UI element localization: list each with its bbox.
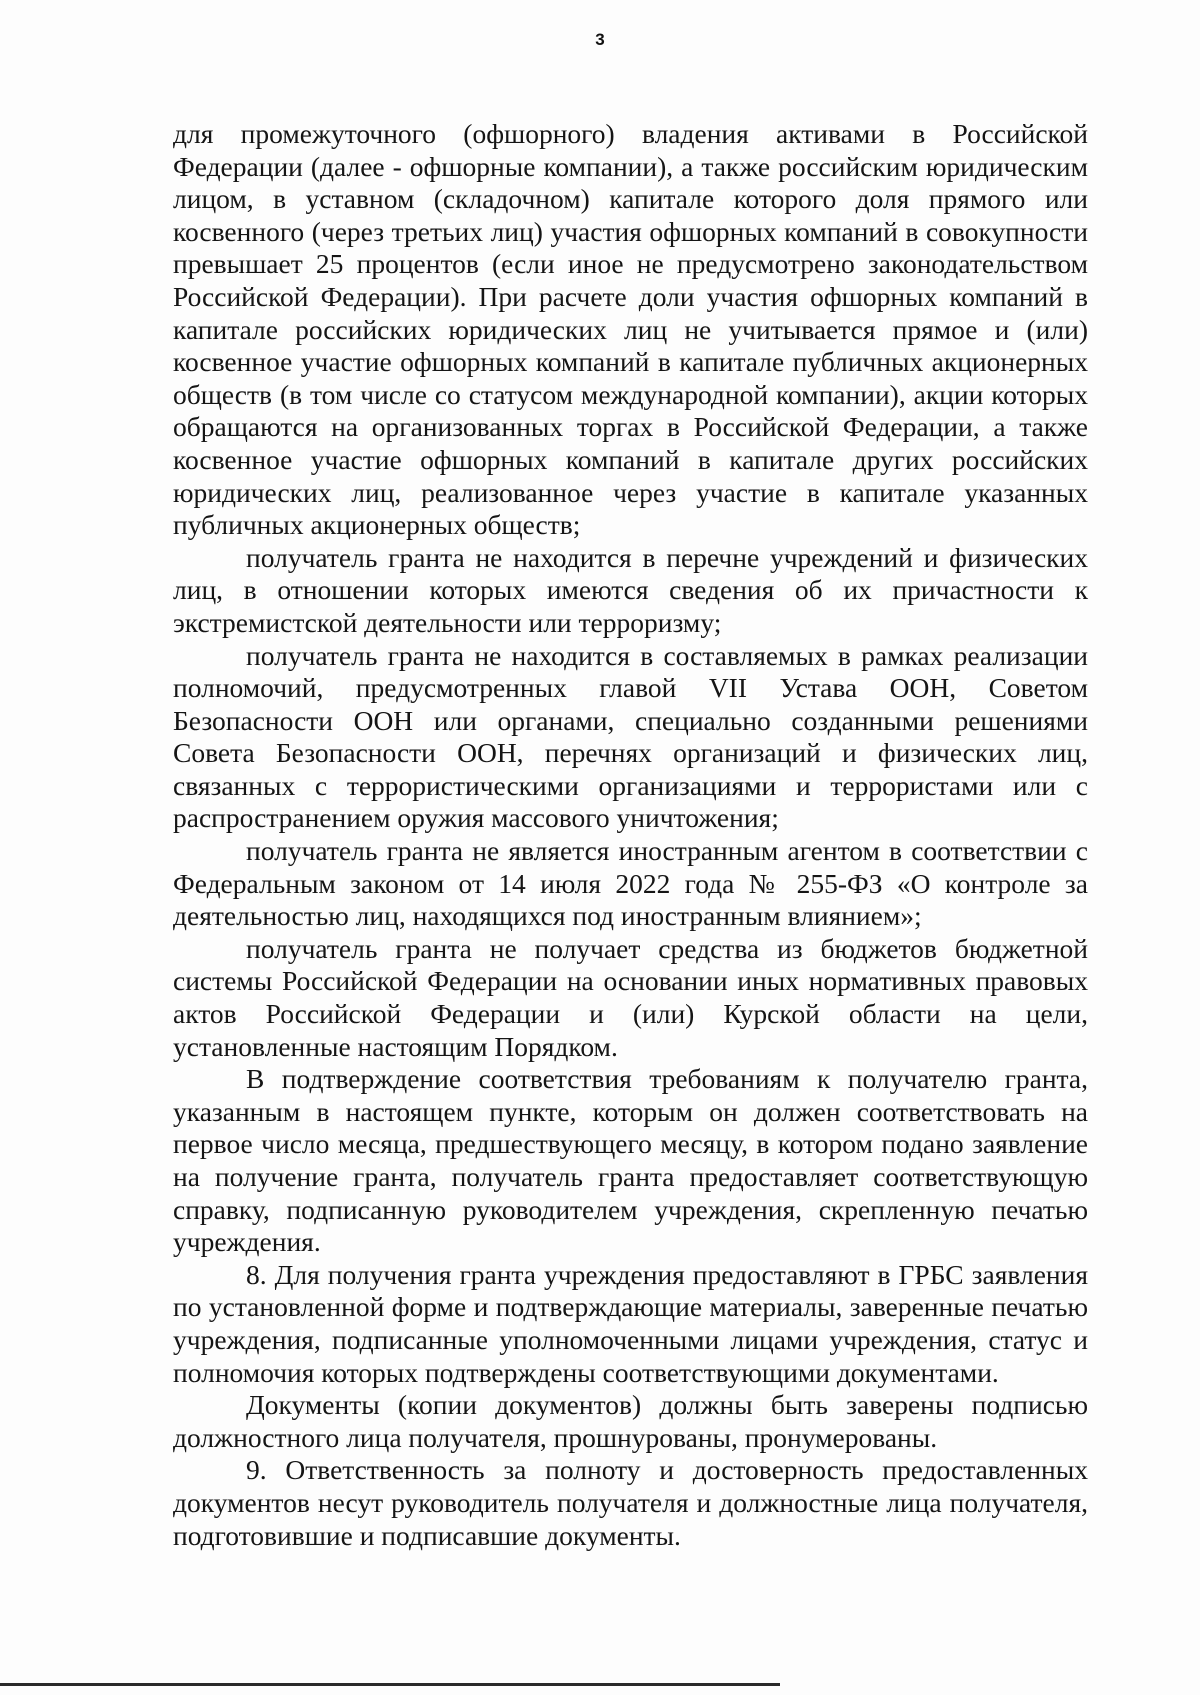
paragraph-un-sanctions-list: получатель гранта не находится в составляемых в рамках реализации полномочий, предусмотренных главой VII Устава ООН, Советом Безопасности ООН или органами, специально созданными решениями Совета Безопасности ООН, перечнях организаций и физических лиц, связанных с террористическими организациями и террористами или с распространением оружия массового уничтожения; — [173, 639, 1088, 834]
paragraph-foreign-agent: получатель гранта не является иностранным агентом в соответствии с Федеральным законом от 14 июля 2022 года № 255-ФЗ «О контроле за деятельностью лиц, находящихся под иностранным влиянием»; — [173, 835, 1088, 932]
document-body — [173, 118, 1088, 1552]
scan-edge-line — [0, 1683, 780, 1686]
paragraph-compliance-certificate: В подтверждение соответствия требованиям к получателю гранта, указанным в настоящем пункте, которым он должен соответствовать на первое число месяца, предшествующего месяцу, в котором подано заявление на получение гранта, получатель гранта предоставляет соответствующую справку, подписанную руководителем учреждения, скрепленную печатью учреждения. — [173, 1063, 1088, 1258]
page-number: 3 — [595, 30, 605, 49]
paragraph-extremism-list: получатель гранта не находится в перечне учреждений и физических лиц, в отношении которых имеются сведения об их причастности к экстремистской деятельности или терроризму; — [173, 541, 1088, 638]
paragraph-item-9: 9. Ответственность за полноту и достоверность предоставленных документов несут руководитель получателя и должностные лица получателя, подготовившие и подписавшие документы. — [173, 1454, 1088, 1551]
paragraph-item-8: 8. Для получения гранта учреждения предоставляют в ГРБС заявления по установленной форме и подтверждающие материалы, заверенные печатью учреждения, подписанные уполномоченными лицами учреждения, статус и полномочия которых подтверждены соответствующими документами. — [173, 1258, 1088, 1388]
paragraph-offshore-continuation: для промежуточного (офшорного) владения активами в Российской Федерации (далее - офшорные компании), а также российским юридическим лицом, в уставном (складочном) капитале которого доля прямого или косвенного (через третьих лиц) участия офшорных компаний в совокупности превышает 25 процентов (если иное не предусмотрено законодательством Российской Федерации). При расчете доли участия офшорных компаний в капитале российских юридических лиц не учитывается прямое и (или) косвенное участие офшорных компаний в капитале публичных акционерных обществ (в том числе со статусом международной компании), акции которых обращаются на организованных торгах в Российской Федерации, а также косвенное участие офшорных компаний в капитале других российских юридических лиц, реализованное через участие в капитале указанных публичных акционерных обществ; — [173, 118, 1088, 541]
paragraph-other-budget-funds: получатель гранта не получает средства из бюджетов бюджетной системы Российской Федерации на основании иных нормативных правовых актов Российской Федерации и (или) Курской области на цели, установленные настоящим Порядком. — [173, 932, 1088, 1062]
paragraph-documents-certification: Документы (копии документов) должны быть заверены подписью должностного лица получателя, прошнурованы, пронумерованы. — [173, 1389, 1088, 1453]
